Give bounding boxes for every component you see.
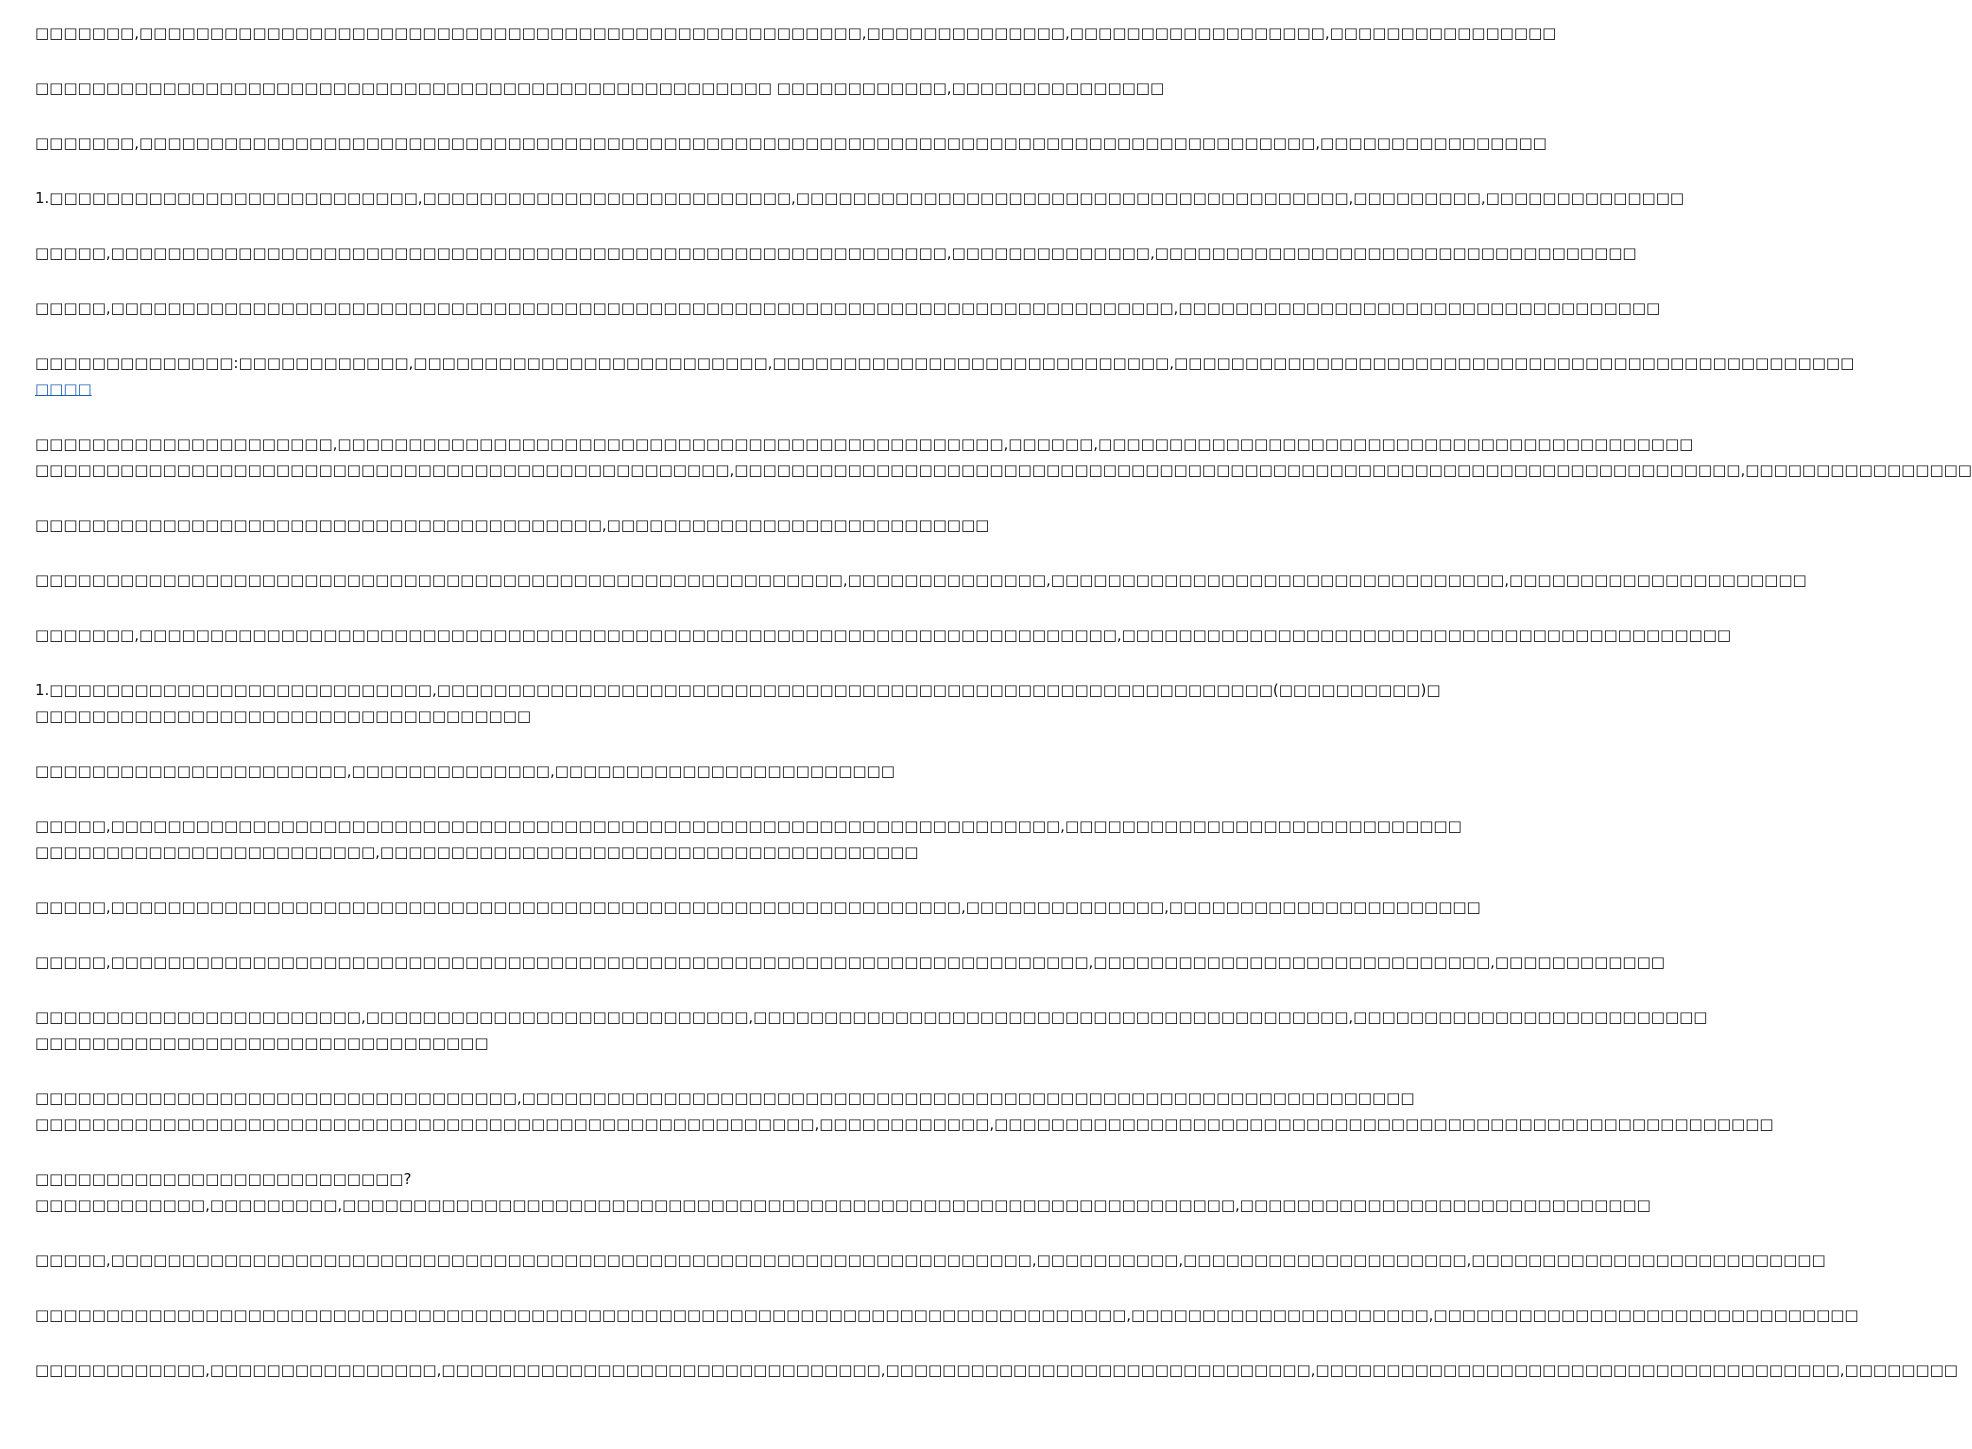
text-line: □□□□□□□,□□□□□□□□□□□□□□□□□□□□□□□□□□□□□□□□□□□□□□□□□□□□□□□□□□□,□□□□□□□□□□□□□□,□□□□□□□□□□□□□□□□□□,□□□□□□□□□□□□□□□□ bbox=[35, 24, 1557, 42]
paragraph bbox=[35, 813, 1462, 865]
text-line: □□□□□□□□□□□□□□□□□□□□□□□□,□□□□□□□□□□□□□□□□□□□□□□□□□□□□□□□□□□□□□□ bbox=[35, 843, 919, 861]
paragraph bbox=[35, 20, 1557, 46]
text-line: □□□□□□□□□□□□□□:□□□□□□□□□□□□,□□□□□□□□□□□□□□□□□□□□□□□□□,□□□□□□□□□□□□□□□□□□□□□□□□□□□□,□□□□□□□□□□□□□□□□□□□□□□□□□□□□□□□□□□□□□□□□□□□□□□□□ bbox=[35, 354, 1855, 372]
paragraph bbox=[35, 894, 1481, 920]
text-line: □□□□□□□□□□□□□□□□□□□□□□□,□□□□□□□□□□□□□□□□□□□□□□□□□□□,□□□□□□□□□□□□□□□□□□□□□□□□□□□□□□□□□□□□□□□□□□,□□□□□□□□□□□□□□□□□□□□□□□□□ bbox=[35, 1008, 1708, 1026]
text-line: □□□□□,□□□□□□□□□□□□□□□□□□□□□□□□□□□□□□□□□□□□□□□□□□□□□□□□□□□□□□□□□□□□□□□□□□□,□□□□□□□□□□□□□□□□□□□□□□□□□□□□ bbox=[35, 817, 1462, 835]
paragraph bbox=[35, 949, 1665, 975]
paragraph bbox=[35, 1247, 1826, 1273]
text-line: □□□□□□□□□□□□□□□□□□□□□□,□□□□□□□□□□□□□□,□□□□□□□□□□□□□□□□□□□□□□□□ bbox=[35, 762, 895, 780]
paragraph bbox=[35, 185, 1685, 211]
document-body bbox=[35, 20, 1972, 1412]
text-line: □□□□□□□□□□□□□□□□□□□□□□□□□□□□□□□□□□□□□□□□□□□□□□□□□□□□□□□□□,□□□□□□□□□□□□□□,□□□□□□□□□□□□□□□□□□□□□□□□□□□□□□□□,□□□□□□□□□□□□□□□□□□□□□ bbox=[35, 571, 1807, 589]
text-line: □□□□□,□□□□□□□□□□□□□□□□□□□□□□□□□□□□□□□□□□□□□□□□□□□□□□□□□□□□□□□□□□□□□□□□□,□□□□□□□□□□,□□□□□□□□□□□□□□□□□□□□,□□□□□□□□□□□□□□□□□□□□□□□□□ bbox=[35, 1251, 1826, 1269]
paragraph bbox=[35, 295, 1661, 321]
text-line: □□□□□□□,□□□□□□□□□□□□□□□□□□□□□□□□□□□□□□□□□□□□□□□□□□□□□□□□□□□□□□□□□□□□□□□□□□□□□,□□□□□□□□□□□□□□□□□□□□□□□□□□□□□□□□□□□□□□□□□□□ bbox=[35, 626, 1732, 644]
text-line: □□□□□□□□□□□□□□□□□□□□□□□□□□□□□□□□□□□□□□□□□□□□□□□□□□□□ □□□□□□□□□□□□,□□□□□□□□□□□□□□□ bbox=[35, 79, 1165, 97]
text-line: □□□□□□□□□□□□□□□□□□□□□□□□□□□□□□□□ bbox=[35, 1034, 489, 1052]
paragraph bbox=[35, 350, 1855, 402]
text-line: □□□□□□□□□□□□□□□□□□□□□□□□□□□□□□□□□□□□□□□□□□□□□□□□□□□□□□□,□□□□□□□□□□□□,□□□□□□□□□□□□□□□□□□□□□□□□□□□□□□□□□□□□□□□□□□□□□□□□□□□□□□□ bbox=[35, 1115, 1774, 1133]
paragraph bbox=[35, 758, 989, 784]
text-line: 1.□□□□□□□□□□□□□□□□□□□□□□□□□□□,□□□□□□□□□□□□□□□□□□□□□□□□□□□□□□□□□□□□□□□□□□□□□□□□□□□□□□□□□□□(□□□□□□□□□□)□ bbox=[35, 681, 1441, 699]
paragraph bbox=[35, 240, 1637, 266]
text-line: □□□□□,□□□□□□□□□□□□□□□□□□□□□□□□□□□□□□□□□□□□□□□□□□□□□□□□□□□□□□□□□□□,□□□□□□□□□□□□□□,□□□□□□□□□□□□□□□□□□□□□□□□□□□□□□□□□□ bbox=[35, 244, 1637, 262]
text-line: □□□□□□□,□□□□□□□□□□□□□□□□□□□□□□□□□□□□□□□□□□□□□□□□□□□□□□□□□□□□□□□□□□□□□□□□□□□□□□□□□□□□□□□□□□□,□□□□□□□□□□□□□□□□ bbox=[35, 134, 1547, 152]
paragraph bbox=[35, 431, 1972, 483]
text-line: □□□□□□□□□□□□□□□□□□□□□□□□□□□□□□□□□□,□□□□□□□□□□□□□□□□□□□□□□□□□□□□□□□□□□□□□□□□□□□□□□□□□□□□□□□□□□□□□□□ bbox=[35, 1089, 1415, 1107]
text-line: □□□□□□□□□□□□□□□□□□□□□□□□□□□□□□□□□□□ bbox=[35, 707, 532, 725]
text-line: □□□□□□□□□□□□□□□□□□□□□□□□□□□□□□□□□□□□□□□□□□□□□□□□□,□□□□□□□□□□□□□□□□□□□□□□□□□□□□□□□□□□□□□□□□□□□□□□□□□□□□□□□□□□□□□□□□□□□□□□□,□□□□□□□□□□□□□□□□ bbox=[35, 461, 1972, 479]
paragraph bbox=[35, 622, 1732, 648]
text-line: □□□□□□□□□□□□,□□□□□□□□□□□□□□□□,□□□□□□□□□□□□□□□□□□□□□□□□□□□□□□□,□□□□□□□□□□□□□□□□□□□□□□□□□□□□□□,□□□□□□□□□□□□□□□□□□□□□□□□□□□□□□□□□□□□□,□□□□□□□□ bbox=[35, 1361, 1958, 1379]
text-line: □□□□□□□□□□□□□□□□□□□□□□□□□□? bbox=[35, 1170, 412, 1188]
paragraph bbox=[35, 567, 1807, 593]
text-line: □□□□□□□□□□□□□□□□□□□□□□□□□□□□□□□□□□□□□□□□,□□□□□□□□□□□□□□□□□□□□□□□□□□□ bbox=[35, 516, 990, 534]
text-line: □□□□□□□□□□□□□□□□□□□□□,□□□□□□□□□□□□□□□□□□□□□□□□□□□□□□□□□□□□□□□□□□□□□□□,□□□□□□,□□□□□□□□□□□□□□□□□□□□□□□□□□□□□□□□□□□□□□□□□□ bbox=[35, 435, 1694, 453]
paragraph bbox=[35, 1004, 1708, 1056]
paragraph bbox=[35, 1302, 1859, 1328]
paragraph bbox=[35, 130, 1547, 156]
text-line: □□□□□,□□□□□□□□□□□□□□□□□□□□□□□□□□□□□□□□□□□□□□□□□□□□□□□□□□□□□□□□□□□□□□□□□□□□□□□□□□□,□□□□□□□□□□□□□□□□□□□□□□□□□□□□□□□□□□ bbox=[35, 299, 1661, 317]
paragraph bbox=[35, 677, 1441, 729]
paragraph bbox=[35, 1357, 1958, 1383]
paragraph bbox=[35, 1085, 1774, 1137]
text-line: 1.□□□□□□□□□□□□□□□□□□□□□□□□□□,□□□□□□□□□□□□□□□□□□□□□□□□□□,□□□□□□□□□□□□□□□□□□□□□□□□□□□□□□□□□□□□□□□,□□□□□□□□□,□□□□□□□□□□□□□□ bbox=[35, 189, 1685, 207]
text-line: □□□□□,□□□□□□□□□□□□□□□□□□□□□□□□□□□□□□□□□□□□□□□□□□□□□□□□□□□□□□□□□□□□,□□□□□□□□□□□□□□,□□□□□□□□□□□□□□□□□□□□□□ bbox=[35, 898, 1481, 916]
text-line: □□□□□,□□□□□□□□□□□□□□□□□□□□□□□□□□□□□□□□□□□□□□□□□□□□□□□□□□□□□□□□□□□□□□□□□□□□□,□□□□□□□□□□□□□□□□□□□□□□□□□□□□,□□□□□□□□□□□□ bbox=[35, 953, 1665, 971]
paragraph bbox=[35, 1166, 1651, 1218]
text-line: □□□□□□□□□□□□□□□□□□□□□□□□□□□□□□□□□□□□□□□□□□□□□□□□□□□□□□□□□□□□□□□□□□□□□□□□□□□□□,□□□□□□□□□□□□□□□□□□□□□,□□□□□□□□□□□□□□□□□□□□□□□□□□□□□□ bbox=[35, 1306, 1859, 1324]
paragraph bbox=[35, 512, 989, 538]
text-line: □□□□□□□□□□□□,□□□□□□□□□,□□□□□□□□□□□□□□□□□□□□□□□□□□□□□□□□□□□□□□□□□□□□□□□□□□□□□□□□□□□□□□□,□□□□□□□□□□□□□□□□□□□□□□□□□□□□□ bbox=[35, 1196, 1651, 1214]
inline-link[interactable]: □□□□ bbox=[35, 380, 92, 398]
paragraph bbox=[35, 75, 1165, 101]
